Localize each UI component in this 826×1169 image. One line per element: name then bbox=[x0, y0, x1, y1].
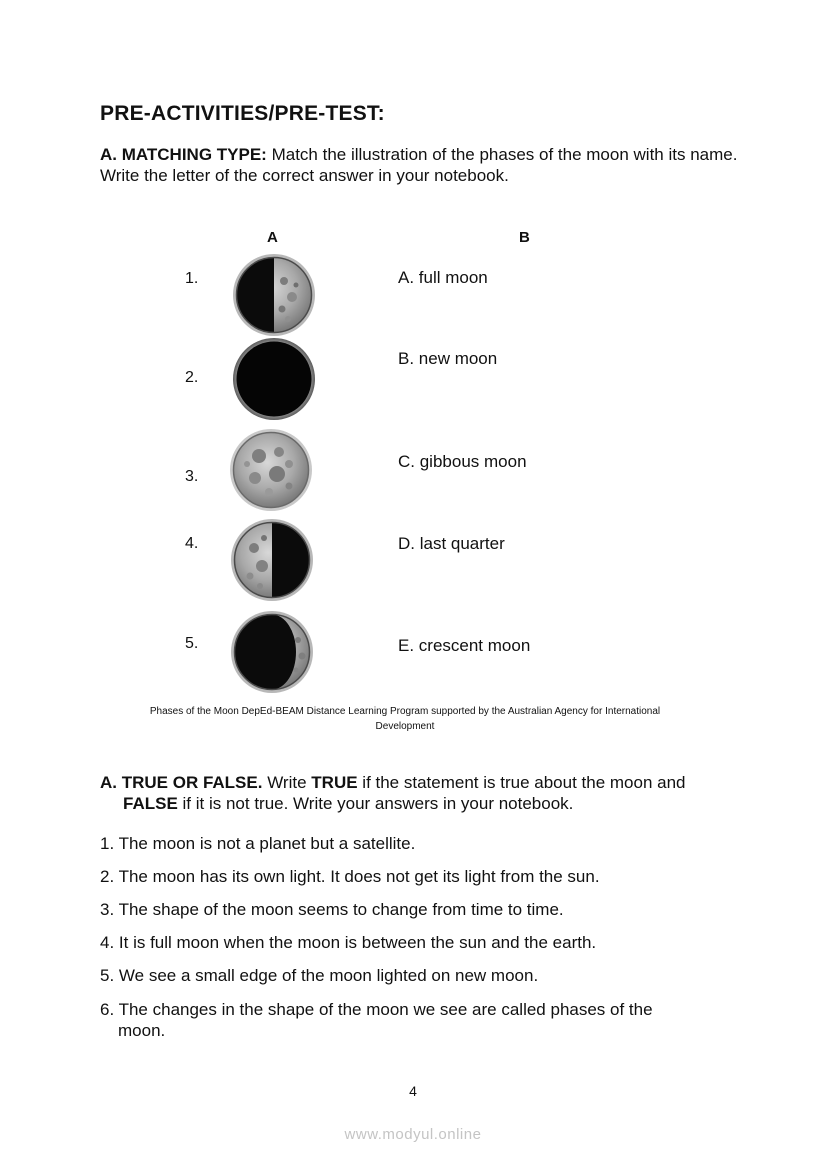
item-number-5: 5. bbox=[185, 635, 199, 652]
last-quarter-moon-icon bbox=[230, 518, 314, 607]
page-title: PRE-ACTIVITIES/PRE-TEST: bbox=[100, 102, 385, 125]
page-number: 4 bbox=[409, 1083, 417, 1099]
tf-item-1: 1. The moon is not a planet but a satellite. bbox=[100, 834, 416, 853]
tf-text-3: if it is not true. Write your answers in your notebook. bbox=[177, 794, 574, 813]
tf-item-2: 2. The moon has its own light. It does not get its light from the sun. bbox=[100, 867, 600, 886]
image-caption bbox=[120, 704, 690, 734]
choice-c: C. gibbous moon bbox=[398, 452, 527, 471]
tf-text-2: if the statement is true about the moon and bbox=[357, 773, 686, 792]
first-quarter-moon-icon bbox=[232, 253, 316, 342]
matching-instructions bbox=[100, 144, 740, 186]
choice-e: E. crescent moon bbox=[398, 636, 531, 655]
tf-text-1: Write bbox=[262, 773, 312, 792]
tf-false-word: FALSE bbox=[123, 794, 178, 813]
watermark: www.modyul.online bbox=[344, 1126, 482, 1143]
matching-label: A. MATCHING TYPE: bbox=[100, 145, 267, 164]
caption-line-1: Phases of the Moon DepEd-BEAM Distance Learning Program supported by the Australian Agency for International bbox=[149, 706, 661, 717]
tf-item-5: 5. We see a small edge of the moon lighted on new moon. bbox=[100, 966, 539, 985]
item-number-3: 3. bbox=[185, 468, 199, 485]
new-moon-icon bbox=[232, 337, 316, 426]
tf-item-4: 4. It is full moon when the moon is between the sun and the earth. bbox=[100, 933, 597, 952]
crescent-moon-icon bbox=[230, 610, 314, 699]
tf-item-6: 6. The changes in the shape of the moon we see are called phases of the bbox=[100, 1000, 653, 1019]
matching-instruction-text: Match the illustration of the phases of the moon with its name. Write the letter of the correct answer in your notebook. bbox=[100, 145, 738, 185]
full-moon-icon bbox=[229, 428, 313, 517]
item-number-2: 2. bbox=[185, 369, 199, 386]
caption-line-2: Development bbox=[375, 721, 435, 732]
item-number-1: 1. bbox=[185, 270, 199, 287]
column-a-header: A bbox=[267, 229, 278, 246]
item-number-4: 4. bbox=[185, 535, 199, 552]
choice-b: B. new moon bbox=[398, 349, 498, 368]
tf-item-6-continued: moon. bbox=[118, 1021, 166, 1040]
true-false-instructions bbox=[100, 772, 720, 814]
tf-item-3: 3. The shape of the moon seems to change from time to time. bbox=[100, 900, 564, 919]
true-false-label: A. TRUE OR FALSE. bbox=[100, 773, 263, 792]
column-b-header: B bbox=[519, 229, 530, 246]
choice-d: D. last quarter bbox=[398, 534, 505, 553]
choice-a: A. full moon bbox=[398, 268, 488, 287]
tf-true-word: TRUE bbox=[311, 773, 358, 792]
